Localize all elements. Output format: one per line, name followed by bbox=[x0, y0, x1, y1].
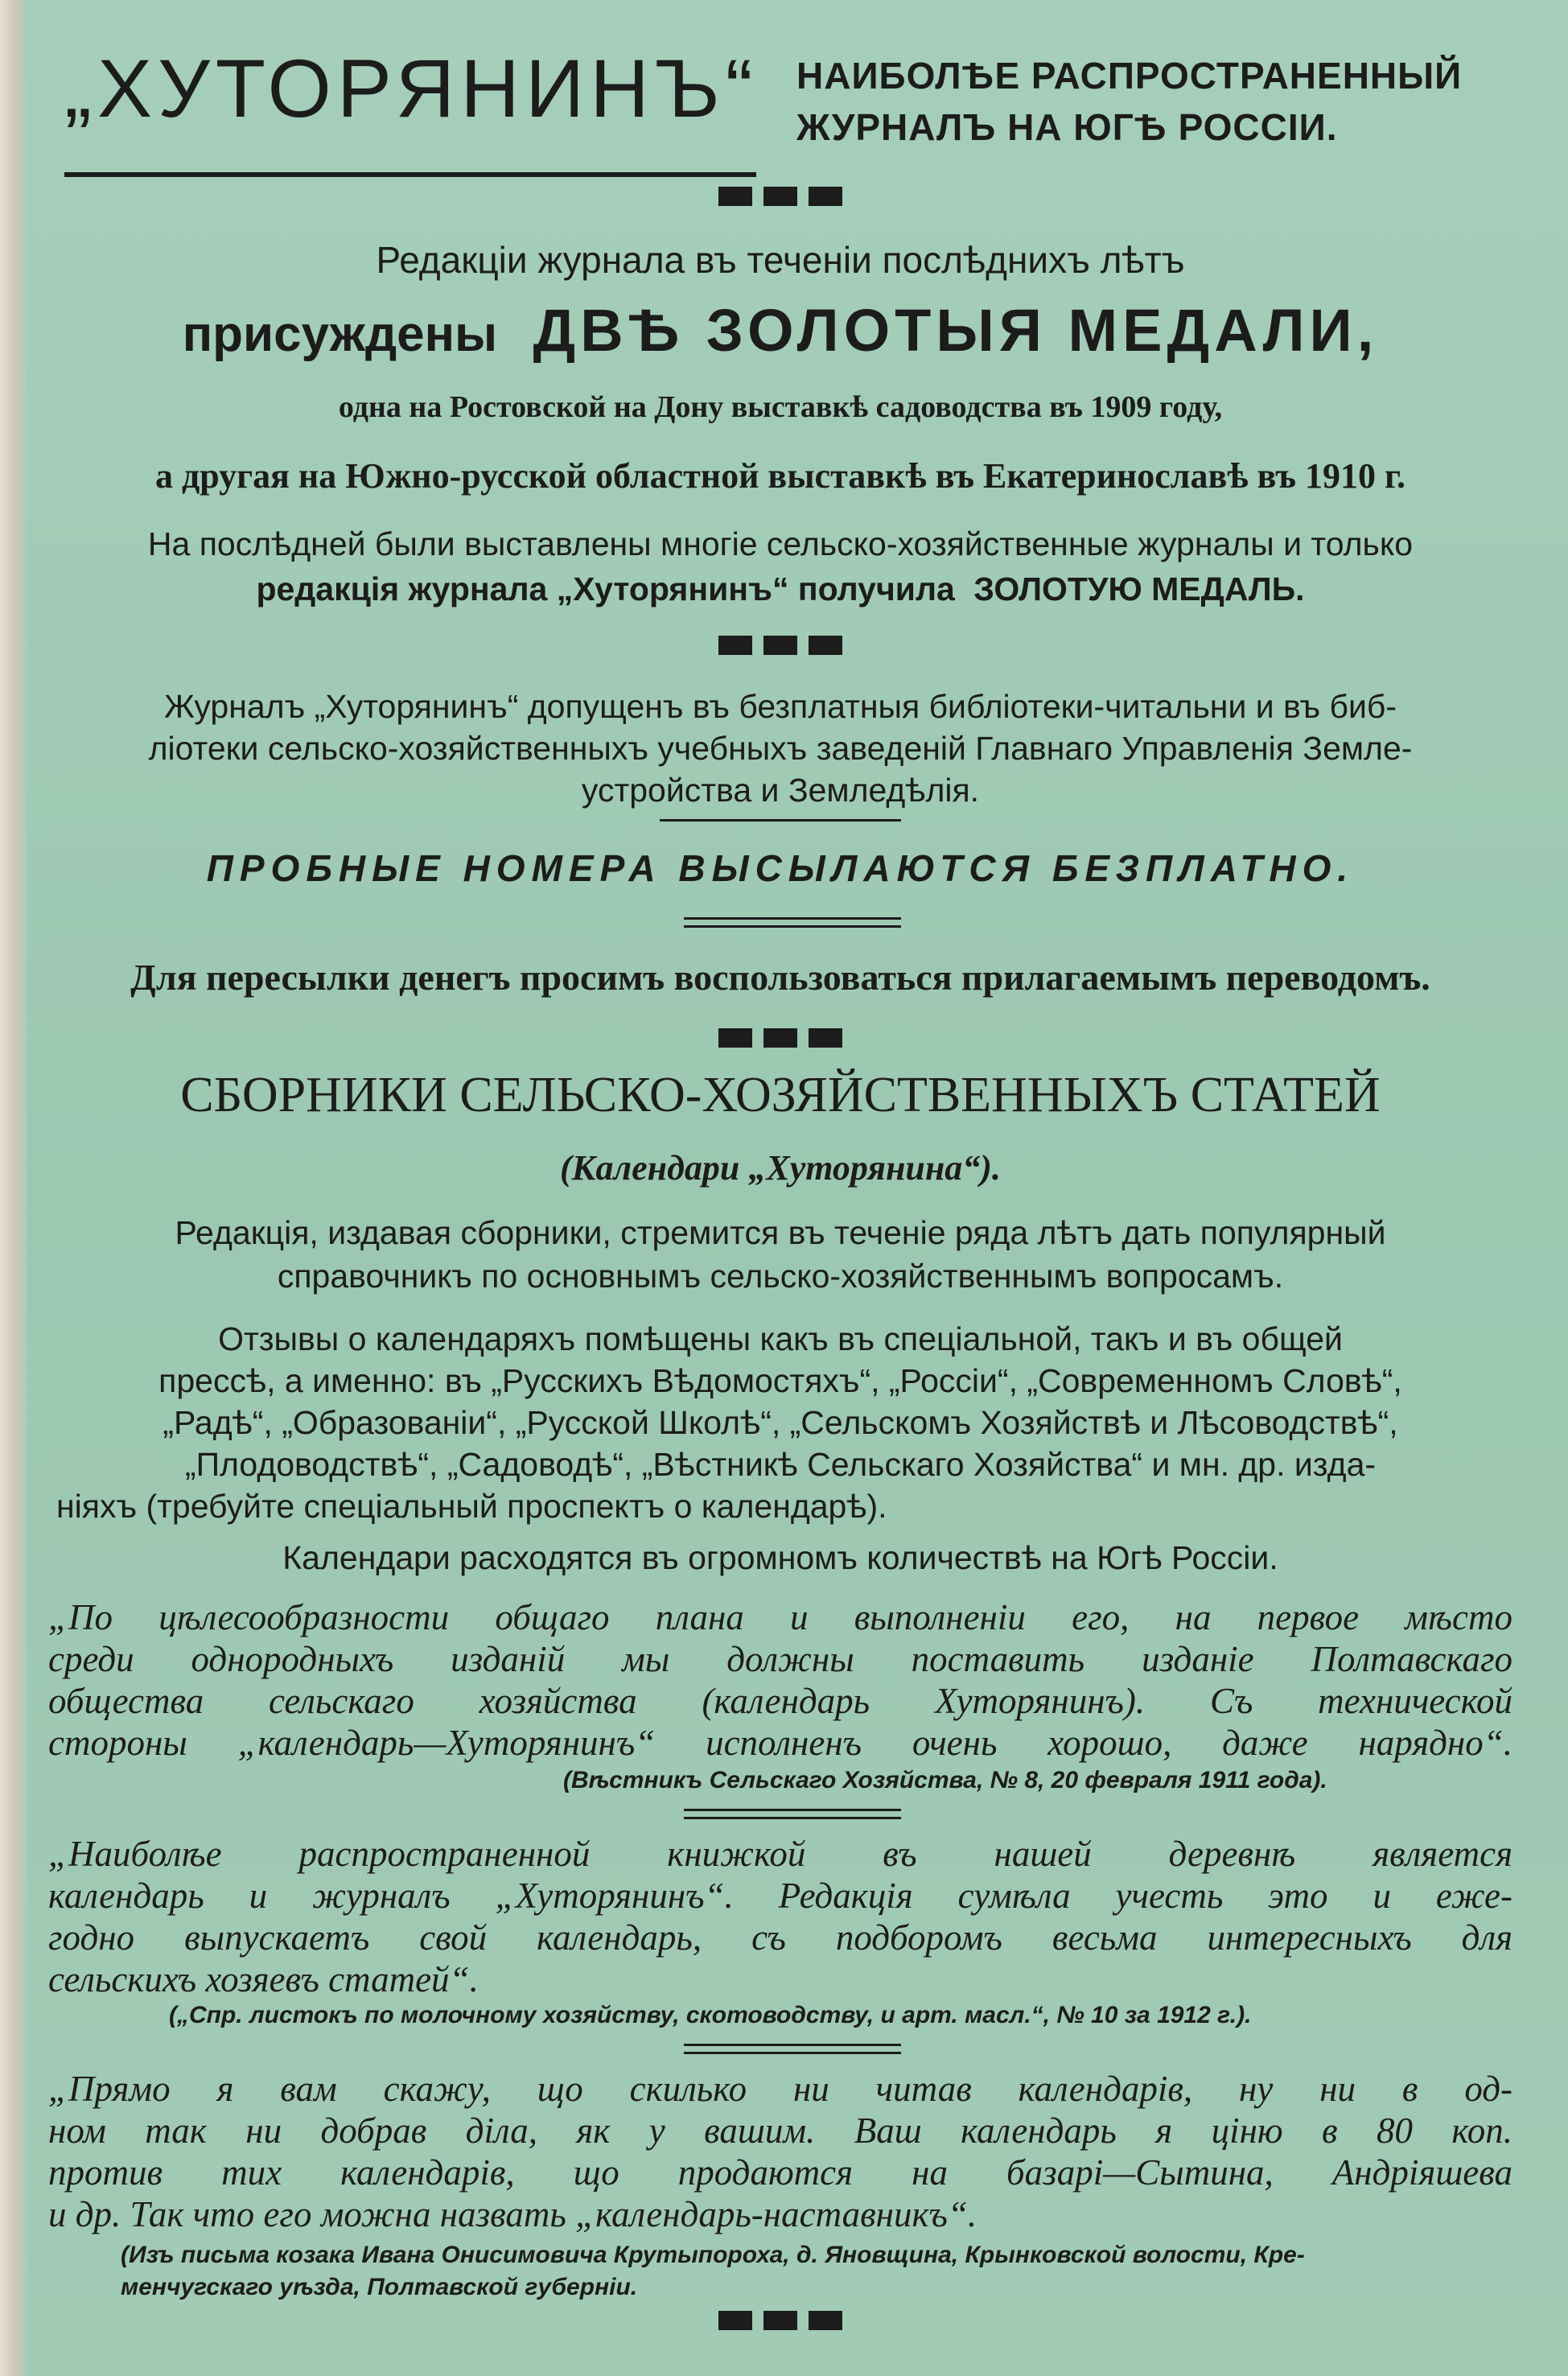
brand-title: „ХУТОРЯНИНЪ“ bbox=[64, 43, 759, 134]
review-quote-3-line-4: и др. Так что его можна назвать „календарь-наставникъ“. bbox=[48, 2194, 977, 2234]
awards-medals: ДВѢ ЗОЛОТЫЯ МЕДАЛИ, bbox=[533, 297, 1379, 364]
collections-para2-line-3: „Радѣ“, „Образованіи“, „Русской Школѣ“, „Сельскомъ Хозяйствѣ и Лѣсоводствѣ“, bbox=[163, 1404, 1398, 1441]
separator-blocks bbox=[48, 2311, 1512, 2334]
divider bbox=[684, 2052, 901, 2054]
tagline-line-2: ЖУРНАЛЪ НА ЮГѢ РОССІИ. bbox=[796, 106, 1338, 148]
review-quote-2-line-4: сельскихъ хозяевъ статей“. bbox=[48, 1959, 479, 1999]
collections-title: СБОРНИКИ СЕЛЬСКО-ХОЗЯЙСТВЕННЫХЪ СТАТЕЙ bbox=[180, 1068, 1381, 1122]
review-quote-2-line-1: „Наиболѣе распространенной книжкой въ нашей деревнѣ является bbox=[48, 1834, 1512, 1874]
collections-para1-line-1: Редакція, издавая сборники, стремится въ теченіе ряда лѣтъ дать популярный bbox=[175, 1214, 1386, 1251]
libraries-line-3: устройства и Земледѣлія. bbox=[581, 772, 980, 809]
brand-underline bbox=[64, 172, 756, 177]
awards-line-5: На послѣдней были выставлены многіе сельско-хозяйственные журналы и только bbox=[147, 525, 1414, 562]
collections-subtitle: (Календари „Хуторянина“). bbox=[560, 1148, 1001, 1188]
tagline bbox=[796, 50, 1521, 153]
awards-line-2 bbox=[48, 296, 1512, 364]
review-quote-2-line-3: годно выпускаетъ свой календарь, съ подборомъ весьма интересныхъ для bbox=[48, 1917, 1512, 1958]
page-edge bbox=[0, 0, 27, 2376]
review-source-1: (Вѣстникъ Сельскаго Хозяйства, № 8, 20 февраля 1911 года). bbox=[563, 1767, 1327, 1793]
libraries-line-2: ліотеки сельско-хозяйственныхъ учебныхъ заведеній Главнаго Управленія Земле- bbox=[148, 730, 1413, 767]
awards-editorial: редакція журнала „Хуторянинъ“ получила bbox=[256, 570, 955, 607]
review-source-3-line-1: (Изъ письма козака Ивана Онисимовича Крутыпороха, д. Яновщина, Крынковской волости, Кре- bbox=[121, 2242, 1305, 2268]
trial-issues: ПРОБНЫЕ НОМЕРА ВЫСЫЛАЮТСЯ БЕЗПЛАТНО. bbox=[206, 847, 1355, 889]
separator-blocks bbox=[48, 636, 1512, 659]
review-quote-3-line-1: „Прямо я вам скажу, що скилько ни читав календарів, ну ни в од- bbox=[48, 2069, 1512, 2109]
divider bbox=[684, 2044, 901, 2046]
separator-blocks bbox=[48, 1028, 1512, 1052]
divider bbox=[684, 1809, 901, 1811]
review-quote-1-line-4: стороны „календарь—Хуторянинъ“ исполненъ очень хорошо, даже нарядно“. bbox=[48, 1723, 1512, 1763]
review-quote-1-line-1: „По цѣлесообразности общаго плана и выполненіи его, на первое мѣсто bbox=[48, 1597, 1512, 1637]
review-quote-3-line-2: ном так ни добрав діла, як у вашим. Ваш календарь я цiню в 80 коп. bbox=[48, 2110, 1512, 2151]
awards-line-3: одна на Ростовской на Дону выставкѣ садоводства въ 1909 году, bbox=[338, 390, 1223, 424]
awards-gold-medal: ЗОЛОТУЮ МЕДАЛЬ. bbox=[973, 570, 1305, 607]
awards-line-6 bbox=[48, 568, 1512, 611]
review-quote-1-line-2: среди однородныхъ изданій мы должны поставить изданіе Полтавскаго bbox=[48, 1639, 1512, 1679]
collections-para2-line-5: ніяхъ (требуйте спеціальный проспектъ о календарѣ). bbox=[56, 1488, 887, 1525]
review-source-3-line-2: менчугскаго уѣзда, Полтавской губерніи. bbox=[121, 2274, 638, 2300]
awards-line-1: Редакціи журнала въ теченіи послѣднихъ лѣтъ bbox=[376, 239, 1185, 281]
separator-blocks bbox=[48, 187, 1512, 210]
review-source-2: („Спр. листокъ по молочному хозяйству, скотоводству, и арт. масл.“, № 10 за 1912 г.). bbox=[169, 2002, 1252, 2028]
review-quote-2-line-2: календарь и журналъ „Хуторянинъ“. Редакція сумѣла учесть это и еже- bbox=[48, 1876, 1512, 1916]
divider bbox=[684, 925, 901, 928]
collections-para3: Календари расходятся въ огромномъ количествѣ на Югѣ Россіи. bbox=[282, 1539, 1278, 1576]
review-quote-1-line-3: общества сельскаго хозяйства (календарь Хуторянинъ). Съ технической bbox=[48, 1681, 1512, 1721]
tagline-line-1: НАИБОЛѢЕ РАСПРОСТРАНЕННЫЙ bbox=[796, 55, 1463, 97]
divider bbox=[684, 917, 901, 920]
money-transfer-note: Для пересылки денегъ просимъ воспользоваться прилагаемымъ переводомъ. bbox=[130, 957, 1430, 998]
divider bbox=[660, 819, 901, 822]
collections-para2-line-2: прессѣ, а именно: въ „Русскихъ Вѣдомостяхъ“, „Россіи“, „Современномъ Словѣ“, bbox=[158, 1362, 1402, 1399]
libraries-line-1: Журналъ „Хуторянинъ“ допущенъ въ безплатныя библіотеки-читальни и въ биб- bbox=[164, 688, 1397, 725]
collections-para1-line-2: справочникъ по основнымъ сельско-хозяйственнымъ вопросамъ. bbox=[277, 1258, 1284, 1295]
collections-para2-line-1: Отзывы о календаряхъ помѣщены какъ въ спеціальной, такъ и въ общей bbox=[218, 1320, 1343, 1357]
awards-awarded: присуждены bbox=[182, 307, 498, 362]
review-quote-3-line-3: против тих календарів, що продаются на базарі—Сытина, Андріяшева bbox=[48, 2152, 1512, 2193]
collections-para2-line-4: „Плодоводствѣ“, „Садоводѣ“, „Вѣстникѣ Сельскаго Хозяйства“ и мн. др. изда- bbox=[184, 1446, 1377, 1483]
awards-line-4: а другая на Южно-русской областной выставкѣ въ Екатеринославѣ въ 1910 г. bbox=[155, 456, 1405, 496]
divider bbox=[684, 1817, 901, 1819]
content bbox=[48, 0, 1512, 2376]
